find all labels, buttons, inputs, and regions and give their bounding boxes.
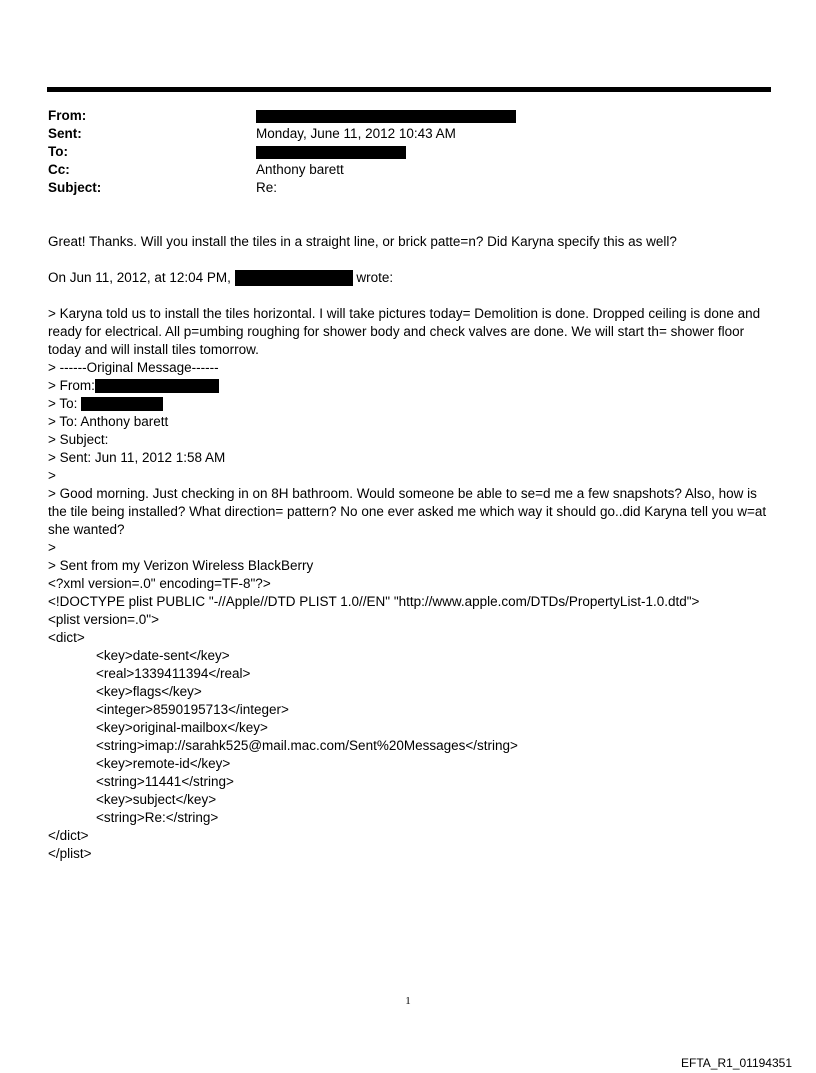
subject-row bbox=[48, 179, 748, 197]
quote-empty-line: > bbox=[48, 468, 56, 483]
sent-value: Monday, June 11, 2012 10:43 AM bbox=[256, 126, 456, 141]
redaction-bar bbox=[256, 110, 516, 123]
wrote-suffix: wrote: bbox=[356, 270, 394, 285]
cc-value: Anthony barett bbox=[256, 162, 344, 177]
quote-empty-line: > bbox=[48, 540, 56, 555]
redaction-bar bbox=[235, 270, 353, 286]
cc-label: Cc: bbox=[48, 162, 70, 177]
subject-label: Subject: bbox=[48, 180, 102, 195]
sent-row bbox=[48, 125, 748, 143]
dict-open: <dict> bbox=[48, 630, 85, 645]
redaction-bar bbox=[81, 397, 163, 411]
bates-number: EFTA_R1_01194351 bbox=[681, 1056, 792, 1070]
wrote-line bbox=[48, 269, 770, 287]
redaction-bar bbox=[95, 379, 219, 393]
dict-line: <key>remote-id</key> bbox=[96, 756, 231, 771]
to-label: To: bbox=[48, 144, 68, 159]
redaction-bar bbox=[256, 146, 406, 159]
plist-close: </plist> bbox=[48, 846, 92, 861]
original-message-line: > ------Original Message------ bbox=[48, 360, 219, 375]
blackberry-line: > Sent from my Verizon Wireless BlackBerry bbox=[48, 558, 314, 573]
good-morning-paragraph: > Good morning. Just checking in on 8H bathroom. Would someone be able to se=d me a few snapshots? Also, how is the tile being installed? What direction= pattern? No one ever asked me which way it should go..did Karyna tell you w=at she wanted? bbox=[48, 486, 767, 537]
dict-line: <key>subject</key> bbox=[96, 792, 217, 807]
dict-line: <real>1339411394</real> bbox=[96, 666, 251, 681]
from-label: From: bbox=[48, 108, 87, 123]
from-row bbox=[48, 107, 748, 125]
dict-line: <key>date-sent</key> bbox=[96, 648, 230, 663]
to-row bbox=[48, 143, 748, 161]
cc-row bbox=[48, 161, 748, 179]
from-value bbox=[256, 107, 516, 125]
wrote-prefix: On Jun 11, 2012, at 12:04 PM, bbox=[48, 270, 231, 285]
dict-line: <string>11441</string> bbox=[96, 774, 234, 789]
quoted-from-line: > From: bbox=[48, 377, 770, 395]
quote-paragraph: > Karyna told us to install the tiles horizontal. I will take pictures today= Demolition is done. Dropped ceiling is done and ready for electrical. All p=umbing roughing for shower body and check valves are done. We will start th= shower floor today and will install tiles tomorrow. bbox=[48, 306, 761, 357]
dict-line: <key>original-mailbox</key> bbox=[96, 720, 268, 735]
top-rule bbox=[47, 87, 771, 92]
to-value bbox=[256, 143, 406, 161]
dict-line: <key>flags</key> bbox=[96, 684, 202, 699]
reply-line: Great! Thanks. Will you install the tiles in a straight line, or brick patte=n? Did Karyna specify this as well? bbox=[48, 234, 677, 249]
dict-close: </dict> bbox=[48, 828, 89, 843]
email-header bbox=[48, 107, 748, 197]
subject-value: Re: bbox=[256, 180, 278, 195]
sent-label: Sent: bbox=[48, 126, 82, 141]
dict-line: <string>imap://sarahk525@mail.mac.com/Sent%20Messages</string> bbox=[96, 738, 518, 753]
doctype-line: <!DOCTYPE plist PUBLIC "-//Apple//DTD PLIST 1.0//EN" "http://www.apple.com/DTDs/PropertyList-1.0.dtd"> bbox=[48, 594, 700, 609]
plist-open: <plist version=.0"> bbox=[48, 612, 159, 627]
quoted-to-line-2: > To: Anthony barett bbox=[48, 414, 169, 429]
quoted-sent-line: > Sent: Jun 11, 2012 1:58 AM bbox=[48, 450, 226, 465]
quoted-to-line: > To: bbox=[48, 395, 770, 413]
quoted-subject-line: > Subject: bbox=[48, 432, 109, 447]
dict-line: <integer>8590195713</integer> bbox=[96, 702, 289, 717]
email-body bbox=[48, 233, 770, 863]
xml-declaration: <?xml version=.0" encoding=TF-8"?> bbox=[48, 576, 271, 591]
page-number: 1 bbox=[405, 995, 411, 1007]
dict-line: <string>Re:</string> bbox=[96, 810, 219, 825]
